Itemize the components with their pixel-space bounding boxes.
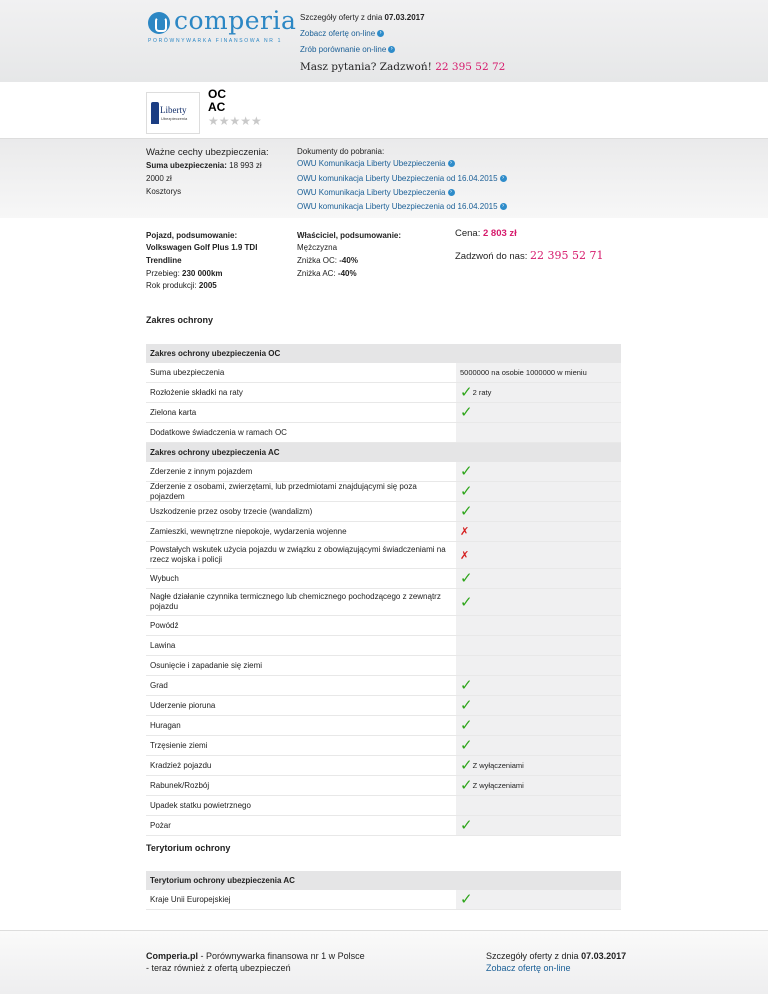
check-icon: ✓ bbox=[460, 697, 473, 714]
table-row bbox=[146, 522, 621, 542]
footer-right bbox=[486, 950, 626, 974]
coverage-title: Zakres ochrony bbox=[146, 315, 214, 325]
row-value bbox=[456, 383, 621, 402]
row-value-text: 5000000 na osobie 1000000 w mieniu bbox=[460, 368, 587, 377]
row-value bbox=[456, 756, 621, 775]
call-us bbox=[455, 249, 603, 262]
row-label: Powstałych wskutek użycia pojazdu w związku z obowiązującymi świadczeniami na rzecz wojska i policji bbox=[146, 542, 456, 568]
ac-discount bbox=[297, 269, 357, 278]
arrow-icon: › bbox=[377, 30, 384, 37]
vehicle-mileage bbox=[146, 269, 223, 278]
check-icon: ✓ bbox=[460, 757, 473, 774]
row-label: Zakres ochrony ubezpieczenia AC bbox=[150, 447, 280, 457]
row-label: Terytorium ochrony ubezpieczenia AC bbox=[150, 875, 295, 885]
row-label: Grad bbox=[146, 676, 456, 695]
table-row bbox=[146, 403, 621, 423]
check-icon: ✓ bbox=[460, 463, 473, 480]
offer-details-prefix: Szczegóły oferty z dnia bbox=[300, 13, 383, 22]
row-value bbox=[456, 796, 621, 815]
doc-link[interactable] bbox=[297, 159, 455, 168]
product-line-oc: OC bbox=[208, 87, 226, 101]
row-label: Wybuch bbox=[146, 569, 456, 588]
arrow-icon: › bbox=[448, 160, 455, 167]
comperia-logo-icon bbox=[148, 12, 170, 34]
table-row bbox=[146, 890, 621, 910]
doc-link[interactable] bbox=[297, 188, 455, 197]
row-value bbox=[456, 502, 621, 521]
table-section-header bbox=[146, 443, 621, 462]
insurer-logo bbox=[146, 92, 200, 134]
arrow-icon: › bbox=[448, 189, 455, 196]
see-offer-link[interactable] bbox=[300, 29, 384, 38]
row-label: Zakres ochrony ubezpieczenia OC bbox=[150, 348, 281, 358]
table-row bbox=[146, 636, 621, 656]
table-row bbox=[146, 423, 621, 443]
mileage-label: Przebieg: bbox=[146, 269, 180, 278]
table-row bbox=[146, 816, 621, 836]
see-offer-label[interactable]: Zobacz ofertę on-line bbox=[300, 29, 376, 38]
logo-subtitle: PORÓWNYWARKA FINANSOWA NR 1 bbox=[148, 38, 283, 44]
footer-left bbox=[146, 950, 365, 974]
coverage-table bbox=[146, 344, 621, 836]
check-icon: ✓ bbox=[460, 593, 473, 611]
price-value: 2 803 zł bbox=[483, 228, 517, 239]
row-label: Uderzenie pioruna bbox=[146, 696, 456, 715]
doc-link-label[interactable]: OWU Komunikacja Liberty Ubezpieczenia bbox=[297, 188, 446, 197]
call-phone: 22 395 52 71 bbox=[530, 249, 604, 262]
row-value bbox=[456, 696, 621, 715]
table-section-header bbox=[146, 344, 621, 363]
table-row bbox=[146, 482, 621, 502]
row-label: Upadek statku powietrznego bbox=[146, 796, 456, 815]
cross-icon: ✗ bbox=[460, 549, 470, 562]
check-icon: ✓ bbox=[460, 817, 473, 834]
row-value bbox=[456, 462, 621, 481]
row-label: Nagłe działanie czynnika termicznego lub chemicznego pochodzącego z zewnątrz pojazdu bbox=[146, 589, 456, 615]
row-value bbox=[456, 656, 621, 675]
check-icon: ✓ bbox=[460, 737, 473, 754]
call-label: Zadzwoń do nas: bbox=[455, 251, 528, 262]
row-value bbox=[456, 776, 621, 795]
row-label: Kradzież pojazdu bbox=[146, 756, 456, 775]
row-value bbox=[456, 542, 621, 568]
table-row bbox=[146, 462, 621, 482]
row-value bbox=[456, 569, 621, 588]
table-row bbox=[146, 589, 621, 616]
doc-link-label[interactable]: OWU Komunikacja Liberty Ubezpieczenia bbox=[297, 159, 446, 168]
oc-discount bbox=[297, 256, 358, 265]
offer-date-line bbox=[300, 13, 425, 22]
footer-details-date: 07.03.2017 bbox=[581, 951, 627, 961]
question-text: Masz pytania? Zadzwoń! bbox=[300, 61, 432, 73]
footer-line1: - Porównywarka finansowa nr 1 w Polsce bbox=[198, 951, 365, 961]
table-row bbox=[146, 796, 621, 816]
vehicle-year bbox=[146, 281, 217, 290]
rating-stars: ★★★★★ bbox=[208, 114, 262, 128]
arrow-icon: › bbox=[500, 203, 507, 210]
row-label: Huragan bbox=[146, 716, 456, 735]
check-icon: ✓ bbox=[460, 384, 473, 401]
table-section-header bbox=[146, 871, 621, 890]
doc-link[interactable] bbox=[297, 202, 507, 211]
oc-discount-value: -40% bbox=[339, 256, 358, 265]
table-row bbox=[146, 696, 621, 716]
insurer-logo-text: Liberty bbox=[160, 105, 187, 115]
vehicle-title: Pojazd, podsumowanie: bbox=[146, 231, 238, 240]
row-value bbox=[456, 589, 621, 615]
row-label: Uszkodzenie przez osoby trzecie (wandalizm) bbox=[146, 502, 456, 521]
cross-icon: ✗ bbox=[460, 526, 470, 538]
question-phone: 22 395 52 72 bbox=[435, 61, 506, 73]
check-icon: ✓ bbox=[460, 570, 473, 587]
check-icon: ✓ bbox=[460, 891, 473, 908]
row-label: Osunięcie i zapadanie się ziemi bbox=[146, 656, 456, 675]
row-value-text: Z wyłączeniami bbox=[472, 761, 524, 770]
table-row bbox=[146, 676, 621, 696]
question-line bbox=[300, 61, 505, 73]
doc-link[interactable] bbox=[297, 174, 507, 183]
table-row bbox=[146, 776, 621, 796]
row-value bbox=[456, 522, 621, 541]
insurer-logo-sub: Ubezpieczenia bbox=[161, 116, 188, 121]
table-row bbox=[146, 736, 621, 756]
row-value bbox=[456, 616, 621, 635]
owner-gender: Mężczyzna bbox=[297, 243, 338, 252]
table-row bbox=[146, 656, 621, 676]
ac-discount-label: Zniżka AC: bbox=[297, 269, 336, 278]
arrow-icon: › bbox=[500, 175, 507, 182]
logo-text: comperia bbox=[174, 6, 297, 35]
feature-item: Kosztorys bbox=[146, 187, 182, 196]
row-label: Powódź bbox=[146, 616, 456, 635]
price-label: Cena: bbox=[455, 228, 481, 239]
footer-band bbox=[0, 930, 768, 994]
ac-discount-value: -40% bbox=[337, 269, 357, 278]
docs-title: Dokumenty do pobrania: bbox=[297, 147, 385, 156]
row-value bbox=[456, 636, 621, 655]
mileage-value: 230 000km bbox=[182, 269, 223, 278]
doc-link-label[interactable]: OWU komunikacja Liberty Ubezpieczenia od 16.04.2015 bbox=[297, 174, 498, 183]
row-label: Dodatkowe świadczenia w ramach OC bbox=[146, 423, 456, 442]
table-row bbox=[146, 569, 621, 589]
row-label: Rozłożenie składki na raty bbox=[146, 383, 456, 402]
oc-discount-label: Zniżka OC: bbox=[297, 256, 338, 265]
row-value bbox=[456, 423, 621, 442]
row-value bbox=[456, 363, 621, 382]
row-value-text: 2 raty bbox=[472, 388, 492, 397]
product-line-ac: AC bbox=[208, 100, 226, 114]
vehicle-model: Volkswagen Golf Plus 1.9 TDI bbox=[146, 243, 258, 252]
check-icon: ✓ bbox=[460, 483, 473, 500]
check-icon: ✓ bbox=[460, 404, 473, 421]
arrow-icon: › bbox=[388, 46, 395, 53]
check-icon: ✓ bbox=[460, 677, 473, 694]
vehicle-version: Trendline bbox=[146, 256, 182, 265]
table-row bbox=[146, 502, 621, 522]
row-value bbox=[456, 736, 621, 755]
check-icon: ✓ bbox=[460, 503, 473, 520]
sum-label: Suma ubezpieczenia: bbox=[146, 161, 227, 170]
year-value: 2005 bbox=[198, 281, 217, 290]
features-title: Ważne cechy ubezpieczenia: bbox=[146, 147, 269, 158]
table-row bbox=[146, 616, 621, 636]
compare-link[interactable] bbox=[300, 45, 395, 54]
row-label: Suma ubezpieczenia bbox=[146, 363, 456, 382]
row-label: Zderzenie z osobami, zwierzętami, lub przedmiotami znajdującymi się poza pojazdem bbox=[146, 482, 456, 501]
sum-insured bbox=[146, 161, 262, 170]
row-label: Zamieszki, wewnętrzne niepokoje, wydarzenia wojenne bbox=[146, 522, 456, 541]
doc-link-label[interactable]: OWU komunikacja Liberty Ubezpieczenia od 16.04.2015 bbox=[297, 202, 498, 211]
row-value bbox=[456, 482, 621, 501]
row-label: Rabunek/Rozbój bbox=[146, 776, 456, 795]
table-row bbox=[146, 756, 621, 776]
table-row bbox=[146, 363, 621, 383]
row-label: Zielona karta bbox=[146, 403, 456, 422]
sum-value: 18 993 zł bbox=[229, 161, 262, 170]
row-label: Pożar bbox=[146, 816, 456, 835]
row-value bbox=[456, 816, 621, 835]
table-row bbox=[146, 383, 621, 403]
row-value-text: Z wyłączeniami bbox=[472, 781, 524, 790]
footer-brand: Comperia.pl bbox=[146, 951, 199, 961]
row-label: Zderzenie z innym pojazdem bbox=[146, 462, 456, 481]
owner-title: Właściciel, podsumowanie: bbox=[297, 231, 402, 240]
territory-title: Terytorium ochrony bbox=[146, 843, 231, 853]
table-row bbox=[146, 716, 621, 736]
row-value bbox=[456, 676, 621, 695]
check-icon: ✓ bbox=[460, 777, 473, 794]
row-value bbox=[456, 890, 621, 909]
year-label: Rok produkcji: bbox=[146, 281, 197, 290]
footer-details-prefix: Szczegóły oferty z dnia bbox=[486, 951, 579, 961]
table-row bbox=[146, 542, 621, 569]
footer-line2: - teraz również z ofertą ubezpieczeń bbox=[146, 963, 291, 973]
row-value bbox=[456, 716, 621, 735]
footer-see-offer-link[interactable]: Zobacz ofertę on-line bbox=[486, 963, 571, 973]
territory-table bbox=[146, 871, 621, 910]
row-value bbox=[456, 403, 621, 422]
offer-date: 07.03.2017 bbox=[384, 13, 425, 22]
feature-item: 2000 zł bbox=[146, 174, 172, 183]
liberty-statue-icon bbox=[151, 102, 159, 124]
price bbox=[455, 228, 517, 239]
compare-label[interactable]: Zrób porównanie on-line bbox=[300, 45, 387, 54]
check-icon: ✓ bbox=[460, 717, 473, 734]
row-label: Lawina bbox=[146, 636, 456, 655]
row-label: Kraje Unii Europejskiej bbox=[146, 890, 456, 909]
row-label: Trzęsienie ziemi bbox=[146, 736, 456, 755]
